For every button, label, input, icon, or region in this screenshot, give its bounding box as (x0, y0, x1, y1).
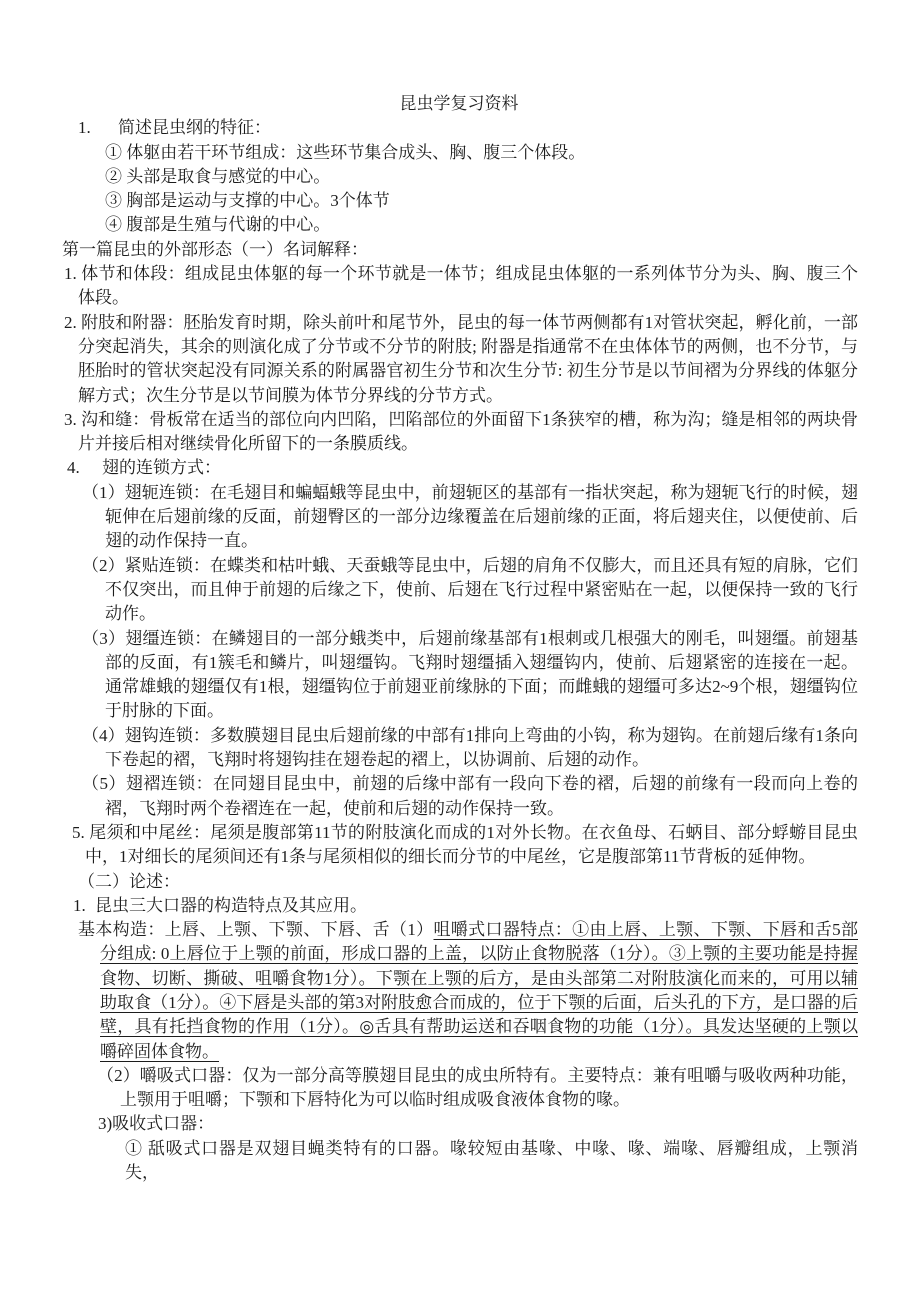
definition-3 (60, 408, 858, 457)
text-run: 5. 尾须和中尾丝：尾须是腹部第11节的附肢演化而成的1对外长物。在衣鱼母、石蛃目、部分蜉蝣目昆虫中，1对细长的尾须间还有1条与尾须相似的细长而分节的中尾丝，它是腹部第11节背板的延伸物。 (72, 822, 858, 867)
text-run: 第一篇昆虫的外部形态（一）名词解释： (62, 239, 368, 259)
text-run: （5）翅褶连锁：在同翅目昆虫中，前翅的后缘中部有一段向下卷的褶，后翅的前缘有一段而向上卷的褶，飞翔时两个卷褶连在一起，使前和后翅的动作保持一致。 (82, 774, 858, 818)
text-run: （1）翅轭连锁：在毛翅目和蝙蝠蛾等昆虫中，前翅轭区的基部有一指状突起，称为翅轭飞行的时候，翅轭伸在后翅前缘的反面，前翅臀区的一部分边缘覆盖在后翅前缘的正面，将后翅夹住，以便使前、后翅的动作保持一直。 (82, 482, 858, 551)
wing-link-4 (60, 724, 858, 773)
text-run: 3. 沟和缝：骨板常在适当的部位向内凹陷，凹陷部位的外面留下1条狭窄的槽，称为沟；缝是相邻的两块骨片并接后相对继续骨化所留下的一条膜质线。 (64, 409, 858, 454)
text-run: 基本构造：上唇、上颚、下颚、下唇、舌（1） (78, 920, 434, 940)
definition-4-heading (67, 456, 858, 480)
list-marker: 4. (67, 458, 80, 478)
mouthpart-type-2 (60, 1064, 858, 1113)
text-run: 2. 附肢和附器：胚胎发育时期，除头前叶和尾节外，昆虫的每一体节两侧都有1对管状突起，孵化前，一部分突起消失，其余的则演化成了分节或不分节的附肢; 附器是指通常不在虫体体节的两侧，也不分节，与胚胎时的管状突起没有同源关系的附属器官初生分节和次生分节: 初生分节是以节间褶为分界线的体躯分解方式；次生分节是以节间膜为体节分界线的分节方式。 (64, 312, 858, 405)
definition-2 (60, 311, 858, 408)
text-run: （2）紧贴连锁：在蝶类和枯叶蛾、天蚕蛾等昆虫中，后翅的肩角不仅膨大，而且还具有短的肩脉，它们不仅突出，而且伸于前翅的后缘之下，使前、后翅在飞行过程中紧密贴在一起，以便保持一致的飞行动作。 (82, 555, 858, 624)
definition-5 (60, 821, 858, 870)
mouthpart-type-3-heading (98, 1112, 858, 1136)
text-run: （3）翅缰连锁：在鳞翅目的一部分蛾类中，后翅前缘基部有1根刺或几根强大的刚毛，叫翅缰。前翅基部的反面，有1簇毛和鳞片，叫翅缰钩。飞翔时翅缰插入翅缰钩内，使前、后翅紧密的连接在一起。通常雄蛾的翅缰仅有1根，翅缰钩位于前翅亚前缘脉的下面；而雌蛾的翅缰可多达2~9个根，翅缰钩位于肘脉的下面。 (82, 628, 858, 721)
text-run: 翅的连锁方式： (102, 458, 221, 478)
feature-item-4 (105, 213, 858, 237)
wing-link-2 (60, 554, 858, 627)
section-heading-2 (78, 870, 858, 894)
text-run: ① 体躯由若干环节组成：这些环节集合成头、胸、腹三个体段。 (105, 142, 586, 162)
wing-link-5 (60, 772, 858, 821)
document-title: 昆虫学复习资料 (399, 94, 519, 113)
wing-link-1 (60, 481, 858, 554)
section-heading (62, 238, 858, 262)
mouthpart-lick-item (125, 1137, 858, 1186)
text-run: ② 头部是取食与感觉的中心。 (105, 166, 331, 186)
list-marker: 1. (73, 895, 86, 915)
text-run: ③ 胸部是运动与支撑的中心。3个体节 (105, 191, 390, 211)
question-1 (78, 116, 858, 140)
text-run: （4）翅钩连锁：多数膜翅目昆虫后翅前缘的中部有1排向上弯曲的小钩，称为翅钩。在前翅后缘有1条向下卷起的褶，飞翔时将翅钩挂在翅卷起的褶上，以协调前、后翅的动作。 (82, 725, 858, 770)
text-run: （2）嚼吸式口器：仅为一部分高等膜翅目昆虫的成虫所特有。主要特点：兼有咀嚼与吸收两种功能，上颚用于咀嚼；下颚和下唇特化为可以临时组成吸食液体食物的喙。 (97, 1065, 858, 1110)
document-body (60, 116, 858, 1185)
feature-item-2 (105, 165, 858, 189)
mouthpart-structure (60, 918, 858, 1064)
underlined-text: 咀嚼式口器特点：①由上唇、上颚、下颚、下唇和舌5部分组成: 0上唇位于上颚的前面，形成口器的上盖，以防止食物脱落（1分）。③上颚的主要功能是持握食物、切断、撕破、咀嚼食物1分）。下颚在上颚的后方，是由头部第二对附肢演化而来的，可用以辅助取食（1分）。④下唇是头部的第3对附肢愈合而成的，位于下颚的后面，后头孔的下方，是口器的后壁，具有托挡食物的作用（1分）。◎舌具有帮助运送和吞咽食物的功能（1分）。具发达坚硬的上颚以嚼碎固体食物。 (100, 920, 858, 1061)
text-run: ① 舐吸式口器是双翅目蝇类特有的口器。喙较短由基喙、中喙、喙、端喙、唇瓣组成，上颚消失， (125, 1138, 858, 1183)
text-run: 简述昆虫纲的特征： (118, 118, 271, 138)
wing-link-3 (60, 627, 858, 724)
essay-question-1 (73, 894, 858, 918)
feature-item-1 (105, 141, 858, 165)
text-run: ④ 腹部是生殖与代谢的中心。 (105, 215, 331, 235)
text-run: 昆虫三大口器的构造特点及其应用。 (95, 895, 367, 915)
text-run: （二）论述： (78, 871, 180, 891)
text-run: 3)吸收式口器： (98, 1114, 215, 1134)
definition-1 (60, 262, 858, 311)
feature-item-3 (105, 189, 858, 213)
list-marker: 1. (78, 118, 91, 138)
text-run: 1. 体节和体段：组成昆虫体躯的每一个环节就是一体节；组成昆虫体躯的一系列体节分为头、胸、腹三个体段。 (64, 264, 858, 308)
